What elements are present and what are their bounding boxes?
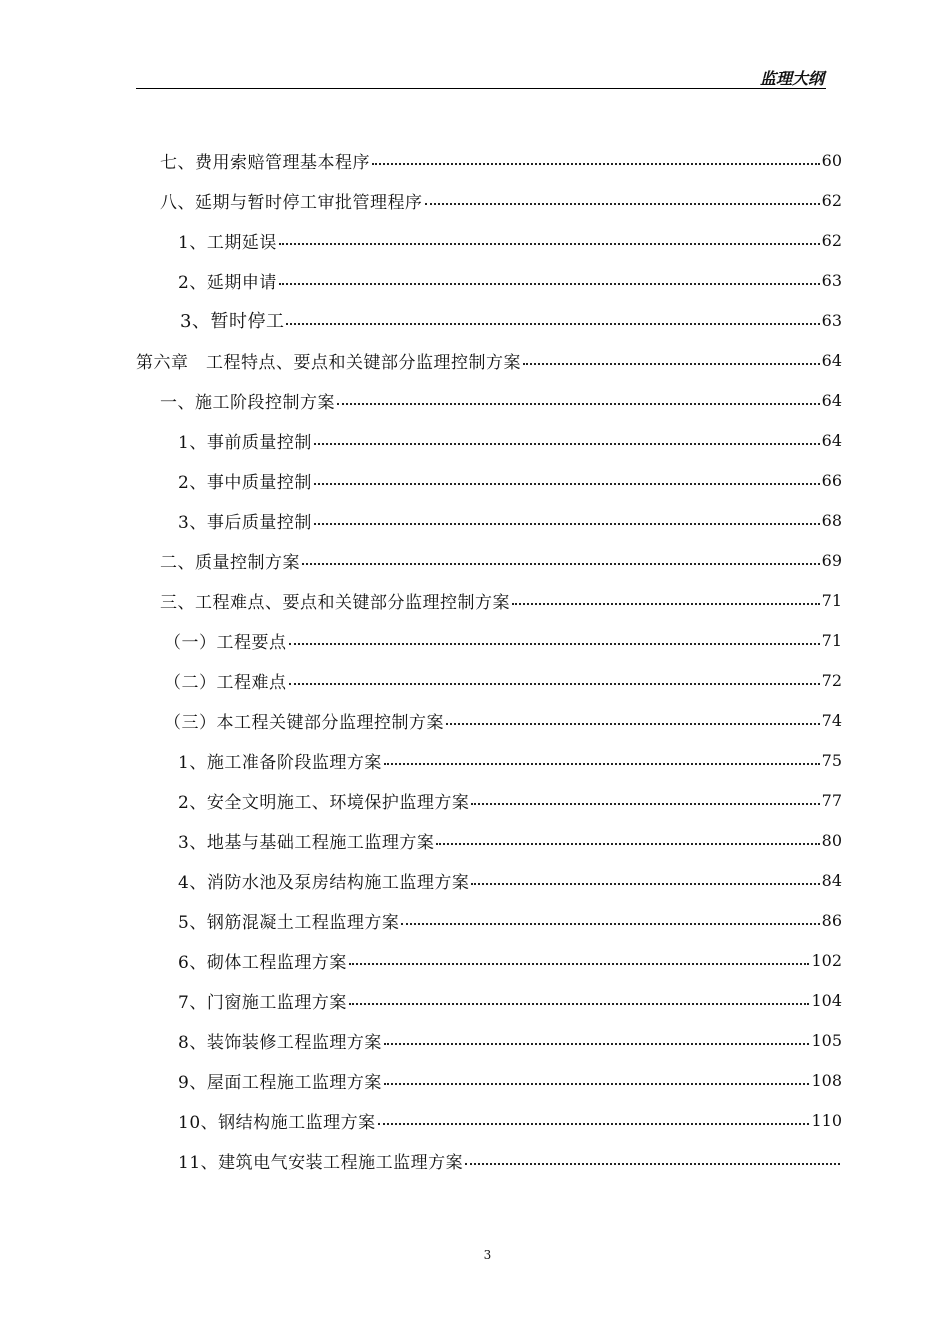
- toc-entry-page: 80: [821, 830, 842, 850]
- toc-entry[interactable]: [160, 180, 842, 220]
- toc-entry-label: 8、装饰装修工程监理方案: [178, 1032, 382, 1053]
- toc-entry-page: 71: [821, 630, 842, 650]
- toc-entry-page: 77: [821, 790, 842, 810]
- toc-entry[interactable]: [164, 620, 842, 660]
- toc-entry[interactable]: [180, 300, 842, 340]
- toc-leader: [384, 1043, 810, 1045]
- toc-entry[interactable]: [178, 820, 842, 860]
- toc-entry[interactable]: [178, 1140, 842, 1180]
- toc-entry-label: 3、事后质量控制: [178, 512, 312, 533]
- toc-entry-page: 74: [821, 710, 842, 730]
- toc-entry-page: 104: [811, 990, 842, 1010]
- toc-entry[interactable]: [178, 940, 842, 980]
- toc-leader: [372, 163, 820, 165]
- toc-entry-page: 64: [821, 390, 842, 410]
- toc-entry-label: 1、工期延误: [178, 232, 277, 253]
- toc-entry[interactable]: [178, 740, 842, 780]
- toc-entry-page: 69: [821, 550, 842, 570]
- toc-leader: [384, 763, 820, 765]
- toc-entry[interactable]: [160, 380, 842, 420]
- toc-leader: [314, 483, 820, 485]
- toc-leader: [286, 323, 819, 325]
- toc-leader: [279, 243, 820, 245]
- toc-leader: [279, 283, 820, 285]
- toc-leader: [471, 803, 819, 805]
- toc-entry-label: 一、施工阶段控制方案: [160, 392, 335, 413]
- toc-entry[interactable]: [178, 500, 842, 540]
- toc-entry-label: 10、钢结构施工监理方案: [178, 1112, 376, 1133]
- toc-entry-label: 3、地基与基础工程施工监理方案: [178, 832, 435, 853]
- toc-entry-label: 八、延期与暂时停工审批管理程序: [160, 192, 423, 213]
- toc-entry-label: 三、工程难点、要点和关键部分监理控制方案: [160, 592, 510, 613]
- toc-entry-page: 84: [821, 870, 842, 890]
- toc-leader: [465, 1163, 840, 1165]
- toc-entry[interactable]: [160, 140, 842, 180]
- toc-entry[interactable]: [178, 900, 842, 940]
- toc-leader: [314, 443, 820, 445]
- toc-entry[interactable]: [160, 540, 842, 580]
- toc-entry-label: （二）工程难点: [164, 672, 287, 693]
- toc-entry[interactable]: [178, 260, 842, 300]
- toc-leader: [314, 523, 820, 525]
- toc-entry-page: 72: [821, 670, 842, 690]
- toc-leader: [425, 203, 820, 205]
- toc-entry-page: 62: [821, 230, 842, 250]
- toc-entry-page: 66: [821, 470, 842, 490]
- toc-entry[interactable]: [160, 580, 842, 620]
- toc-leader: [349, 1003, 810, 1005]
- toc-entry-label: 11、建筑电气安装工程施工监理方案: [178, 1152, 464, 1173]
- toc-entry-label: 2、事中质量控制: [178, 472, 312, 493]
- toc-leader: [401, 923, 819, 925]
- toc-entry-label: 2、安全文明施工、环境保护监理方案: [178, 792, 470, 813]
- toc-entry-label: （一）工程要点: [164, 632, 287, 653]
- toc-entry-label: 5、钢筋混凝土工程监理方案: [178, 912, 400, 933]
- toc-leader: [289, 683, 820, 685]
- toc-leader: [512, 603, 820, 605]
- toc-entry-label: 2、延期申请: [178, 272, 277, 293]
- page-number: 3: [483, 1248, 492, 1262]
- toc-entry-page: 86: [821, 910, 842, 930]
- toc-leader: [289, 643, 820, 645]
- toc-entry[interactable]: [178, 1060, 842, 1100]
- header-title: 监理大纲: [759, 69, 824, 88]
- toc-leader: [436, 843, 819, 845]
- toc-entry-page: 105: [811, 1030, 842, 1050]
- toc-entry[interactable]: [178, 780, 842, 820]
- toc-leader: [384, 1083, 810, 1085]
- toc-entry-page: 64: [821, 350, 842, 370]
- toc-leader: [349, 963, 810, 965]
- toc-entry-label: 4、消防水池及泵房结构施工监理方案: [178, 872, 470, 893]
- toc-entry-page: 75: [821, 750, 842, 770]
- toc-entry[interactable]: [178, 860, 842, 900]
- toc-entry-label: 3、暂时停工: [180, 311, 285, 332]
- toc-entry-page: 60: [821, 150, 842, 170]
- toc-entry-page: 102: [811, 950, 842, 970]
- toc-leader: [337, 403, 820, 405]
- toc-entry-label: 1、事前质量控制: [178, 432, 312, 453]
- toc-entry[interactable]: [178, 1100, 842, 1140]
- toc-entry-page: 71: [821, 590, 842, 610]
- toc-entry[interactable]: [178, 1020, 842, 1060]
- toc-entry[interactable]: [178, 220, 842, 260]
- toc-entry-label: 7、门窗施工监理方案: [178, 992, 347, 1013]
- toc-leader: [471, 883, 819, 885]
- toc-entry-page: 62: [821, 190, 842, 210]
- toc-entry-page: 63: [821, 310, 842, 330]
- header-rule: [136, 88, 826, 89]
- toc-entry[interactable]: [164, 700, 842, 740]
- toc-entry-label: （三）本工程关键部分监理控制方案: [164, 712, 444, 733]
- toc-entry[interactable]: [178, 420, 842, 460]
- toc-leader: [446, 723, 820, 725]
- toc-entry-label: 七、费用索赔管理基本程序: [160, 152, 370, 173]
- toc-entry-label: 1、施工准备阶段监理方案: [178, 752, 382, 773]
- toc-entry-label: 二、质量控制方案: [160, 552, 300, 573]
- toc-leader: [378, 1123, 810, 1125]
- toc-entry-page: 64: [821, 430, 842, 450]
- toc-entry[interactable]: [178, 460, 842, 500]
- toc-leader: [523, 363, 820, 365]
- toc-entry-page: 108: [811, 1070, 842, 1090]
- toc-entry-label: 第六章 工程特点、要点和关键部分监理控制方案: [136, 352, 521, 373]
- toc-entry-label: 6、砌体工程监理方案: [178, 952, 347, 973]
- toc-entry-page: 63: [821, 270, 842, 290]
- toc-entry-page: 110: [811, 1110, 842, 1130]
- toc-entry-page: 68: [821, 510, 842, 530]
- toc-entry[interactable]: [178, 980, 842, 1020]
- toc-entry[interactable]: [136, 340, 842, 380]
- toc-leader: [302, 563, 820, 565]
- toc-entry[interactable]: [164, 660, 842, 700]
- toc-entry-label: 9、屋面工程施工监理方案: [178, 1072, 382, 1093]
